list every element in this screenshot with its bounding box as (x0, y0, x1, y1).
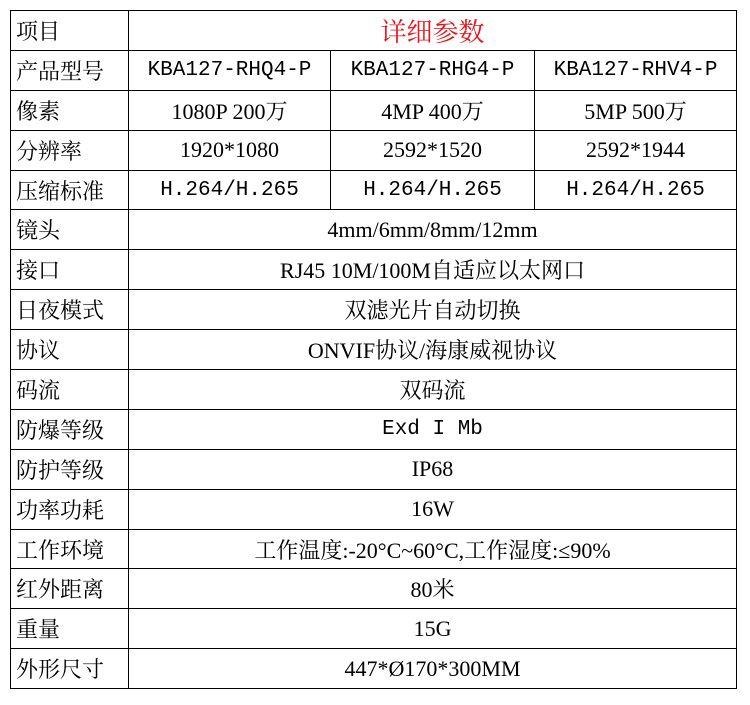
table-row (11, 50, 737, 90)
resolution-cell: 2592*1520 (331, 130, 535, 170)
row-label: 重量 (11, 609, 129, 649)
spec-value: 4mm/6mm/8mm/12mm (129, 210, 737, 250)
row-label: 功率功耗 (11, 489, 129, 529)
table-row (11, 90, 737, 130)
spec-table (10, 10, 737, 689)
row-label: 分辨率 (11, 130, 129, 170)
spec-value: 16W (129, 489, 737, 529)
row-label: 日夜模式 (11, 290, 129, 330)
table-row (11, 489, 737, 529)
row-label: 镜头 (11, 210, 129, 250)
spec-value: Exd I Mb (129, 409, 737, 449)
table-row (11, 210, 737, 250)
table-title: 详细参数 (129, 11, 737, 51)
spec-value: 工作温度:-20°C~60°C,工作湿度:≤90% (129, 529, 737, 569)
table-row (11, 409, 737, 449)
table-row (11, 11, 737, 51)
table-row (11, 130, 737, 170)
spec-value: 15G (129, 609, 737, 649)
table-row (11, 330, 737, 370)
row-label: 协议 (11, 330, 129, 370)
table-row (11, 529, 737, 569)
model-cell: KBA127-RHQ4-P (129, 50, 331, 90)
spec-value: RJ45 10M/100M自适应以太网口 (129, 250, 737, 290)
table-row (11, 609, 737, 649)
table-row (11, 250, 737, 290)
row-label: 防护等级 (11, 449, 129, 489)
spec-value: 80米 (129, 569, 737, 609)
pixel-cell: 5MP 500万 (535, 90, 737, 130)
resolution-cell: 2592*1944 (535, 130, 737, 170)
spec-value: 447*Ø170*300MM (129, 649, 737, 689)
pixel-cell: 1080P 200万 (129, 90, 331, 130)
row-label: 像素 (11, 90, 129, 130)
row-label: 外形尺寸 (11, 649, 129, 689)
spec-value: IP68 (129, 449, 737, 489)
row-label: 工作环境 (11, 529, 129, 569)
compression-cell: H.264/H.265 (129, 170, 331, 210)
table-row (11, 290, 737, 330)
table-row (11, 370, 737, 410)
table-row (11, 449, 737, 489)
spec-value: 双滤光片自动切换 (129, 290, 737, 330)
row-label: 项目 (11, 11, 129, 51)
model-cell: KBA127-RHV4-P (535, 50, 737, 90)
pixel-cell: 4MP 400万 (331, 90, 535, 130)
row-label: 压缩标准 (11, 170, 129, 210)
row-label: 码流 (11, 370, 129, 410)
spec-value: 双码流 (129, 370, 737, 410)
table-row (11, 569, 737, 609)
row-label: 防爆等级 (11, 409, 129, 449)
compression-cell: H.264/H.265 (331, 170, 535, 210)
spec-value: ONVIF协议/海康威视协议 (129, 330, 737, 370)
model-cell: KBA127-RHG4-P (331, 50, 535, 90)
row-label: 红外距离 (11, 569, 129, 609)
table-row (11, 649, 737, 689)
row-label: 产品型号 (11, 50, 129, 90)
table-row (11, 170, 737, 210)
resolution-cell: 1920*1080 (129, 130, 331, 170)
compression-cell: H.264/H.265 (535, 170, 737, 210)
row-label: 接口 (11, 250, 129, 290)
